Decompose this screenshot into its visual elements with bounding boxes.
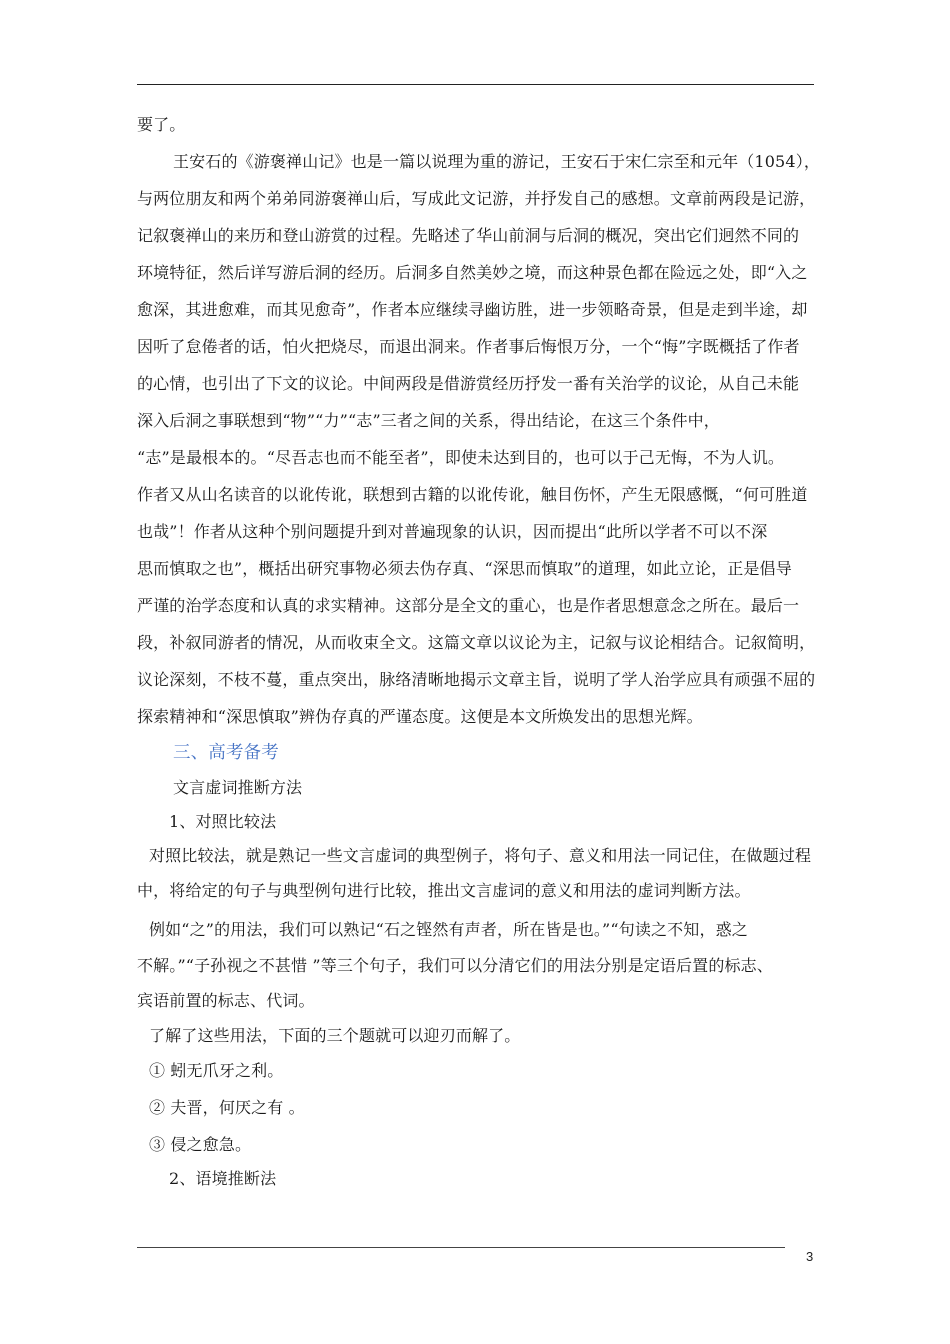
footer-rule	[137, 1247, 785, 1248]
text-line: 议论深刻，不枝不蔓，重点突出，脉络清晰地揭示文章主旨，说明了学人治学应具有顽强不屈的	[137, 670, 816, 689]
text-line: 也哉”！作者从这种个别问题提升到对普遍现象的认识，因而提出“此所以学者不可以不深	[137, 522, 768, 541]
text-line: ① 蚓无爪牙之利。	[149, 1061, 284, 1080]
text-line: 愈深，其进愈难，而其见愈奇”，作者本应继续寻幽访胜，进一步领略奇景，但是走到半途，却	[137, 300, 808, 319]
page-number: 3	[806, 1249, 814, 1264]
text-line: 1、对照比较法	[169, 812, 277, 831]
text-line: 记叙褒禅山的来历和登山游赏的过程。先略述了华山前洞与后洞的概况，突出它们迥然不同的	[137, 226, 800, 245]
section-heading: 三、高考备考	[173, 743, 279, 763]
text-line: 深入后洞之事联想到“物”“力”“志”三者之间的关系，得出结论，在这三个条件中，	[137, 411, 720, 430]
text-line: 不解。”“子孙视之不甚惜 ”等三个句子，我们可以分清它们的用法分别是定语后置的标志、	[137, 956, 773, 975]
text-line: 因听了怠倦者的话，怕火把烧尽，而退出洞来。作者事后悔恨万分，一个“悔”字既概括了作者	[137, 337, 800, 356]
text-line: 中，将给定的句子与典型例句进行比较，推出文言虚词的意义和用法的虚词判断方法。	[137, 881, 751, 900]
text-line: 对照比较法，就是熟记一些文言虚词的典型例子，将句子、意义和用法一同记住，在做题过程	[149, 846, 812, 865]
text-line: 例如“之”的用法，我们可以熟记“石之铿然有声者，所在皆是也。”“句读之不知，惑之	[149, 920, 748, 939]
text-line: 段，补叙同游者的情况，从而收束全文。这篇文章以议论为主，记叙与议论相结合。记叙简明，	[137, 633, 816, 652]
text-line: 与两位朋友和两个弟弟同游褒禅山后，写成此文记游，并抒发自己的感想。文章前两段是记游，	[137, 189, 816, 208]
text-line: 王安石的《游褒禅山记》也是一篇以说理为重的游记，王安石于宋仁宗至和元年（1054），	[173, 152, 821, 171]
text-line: 思而慎取之也”，概括出研究事物必须去伪存真、“深思而慎取”的道理，如此立论，正是倡导	[137, 559, 792, 578]
text-line: 文言虚词推断方法	[173, 778, 303, 797]
text-line: 作者又从山名读音的以讹传讹，联想到古籍的以讹传讹，触目伤怀，产生无限感慨，“何可胜道	[137, 485, 808, 504]
text-line: 环境特征，然后详写游后洞的经历。后洞多自然美妙之境，而这种景色都在险远之处，即“入之	[137, 263, 808, 282]
text-line: “志”是最根本的。“尽吾志也而不能至者”，即使未达到目的，也可以于己无悔，不为人讥。	[137, 448, 785, 467]
text-line: 2、语境推断法	[169, 1169, 277, 1188]
text-line: ③ 侵之愈急。	[149, 1135, 252, 1154]
header-rule	[137, 84, 814, 85]
text-line: 探索精神和“深思慎取”辨伪存真的严谨态度。这便是本文所焕发出的思想光辉。	[137, 707, 703, 726]
text-line: 宾语前置的标志、代词。	[137, 991, 315, 1010]
text-line: 要了。	[137, 115, 186, 134]
text-line: 严谨的治学态度和认真的求实精神。这部分是全文的重心，也是作者思想意念之所在。最后一	[137, 596, 800, 615]
text-line: ② 夫晋，何厌之有 。	[149, 1098, 305, 1117]
text-line: 的心情，也引出了下文的议论。中间两段是借游赏经历抒发一番有关治学的议论，从自己未能	[137, 374, 800, 393]
text-line: 了解了这些用法，下面的三个题就可以迎刃而解了。	[149, 1026, 521, 1045]
